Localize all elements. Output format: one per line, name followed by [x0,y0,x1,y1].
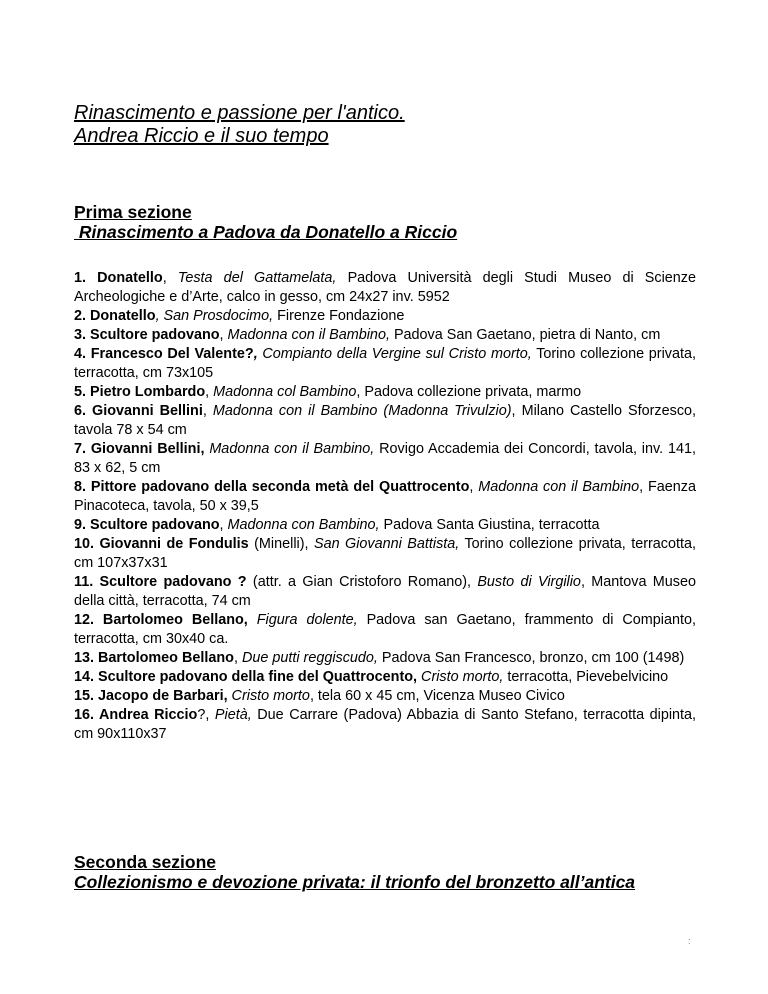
entry-details: , [219,517,228,533]
entry-details: terracotta, Pievebelvicino [503,669,669,685]
entry-details: Padova Santa Giustina, terracotta [379,517,600,533]
catalogue-entry [74,516,696,535]
entry-details: , Mantova Museo della città, terracotta, 74 cm [74,574,696,609]
entry-details: (attr. a Gian Cristoforo Romano), [246,574,478,590]
catalogue-entry [74,345,696,383]
entry-details: Rovigo Accademia dei Concordi, tavola, inv. 141, 83 x 62, 5 cm [74,441,696,476]
entry-work-title: Due putti reggiscudo, [241,650,378,666]
section-2-heading [74,852,696,892]
document-title [74,102,694,148]
entry-work-title: Compianto della Vergine sul Cristo morto, [257,346,532,362]
catalogue-entry [74,706,696,744]
catalogue-entry [74,440,696,478]
catalogue-list [74,269,696,744]
entry-details: , Faenza Pinacoteca, tavola, 50 x 39,5 [74,479,696,514]
entry-details: , [162,270,178,286]
catalogue-entry [74,535,696,573]
entry-work-title: , [253,346,258,362]
entry-work-title: Madonna con il Bambino [478,479,640,495]
entry-details: Padova San Gaetano, pietra di Nanto, cm [389,327,661,343]
entry-details: (Minelli), [248,536,314,552]
entry-artist: 11. Scultore padovano ? [74,574,247,590]
entry-details: Padova San Francesco, bronzo, cm 100 (1498) [377,650,685,666]
entry-details: , [202,403,213,419]
catalogue-entry [74,649,696,668]
page-marker: : [688,936,691,946]
entry-details: Padova san Gaetano, frammento di Compianto, terracotta, cm 30x40 ca. [74,612,696,647]
entry-artist: 8. Pittore padovano della seconda metà del Quattrocento [74,479,470,495]
entry-work-title: Testa del Gattamelata, [177,270,337,286]
catalogue-entry [74,402,696,440]
entry-details: , [233,650,242,666]
catalogue-entry [74,611,696,649]
entry-artist: 9. Scultore padovano [74,517,220,533]
entry-artist: 4. Francesco Del Valente? [74,346,254,362]
entry-details: , [219,327,228,343]
entry-work-title: Madonna con il Bambino, [204,441,375,457]
entry-work-title: , San Prosdocimo, [155,308,274,324]
entry-artist: 5. Pietro Lombardo [74,384,206,400]
catalogue-entry [74,478,696,516]
entry-work-title: Madonna con il Bambino, [227,327,390,343]
entry-details: Padova Università degli Studi Museo di Scienze Archeologiche e d’Arte, calco in gesso, cm 24x27 inv. 5952 [74,270,697,305]
entry-details: , [469,479,479,495]
section-1-heading [74,202,696,242]
entry-details: Firenze Fondazione [273,308,405,324]
entry-artist: 2. Donatello [74,308,156,324]
entry-artist: 10. Giovanni de Fondulis [74,536,249,552]
catalogue-entry [74,687,696,706]
entry-artist: 7. Giovanni Bellini, [74,441,205,457]
catalogue-entry [74,269,696,307]
catalogue-entry [74,383,696,402]
catalogue-entry [74,668,696,687]
title-line-2: Andrea Riccio e il suo tempo [74,125,329,147]
entry-artist: 13. Bartolomeo Bellano [74,650,234,666]
section-2-label: Seconda sezione [74,852,216,872]
entry-details: , tela 60 x 45 cm, Vicenza Museo Civico [309,688,565,704]
catalogue-entry [74,573,696,611]
section-1-label: Prima sezione [74,202,192,222]
entry-details: , [205,384,214,400]
entry-details: Due Carrare (Padova) Abbazia di Santo Stefano, terracotta dipinta, cm 90x110x37 [74,707,697,742]
entry-details: , Milano Castello Sforzesco, tavola 78 x 54 cm [74,403,697,438]
entry-work-title: Madonna con Bambino, [227,517,380,533]
title-line-1: Rinascimento e passione per l'antico. [74,102,405,124]
entry-artist: 6. Giovanni Bellini [74,403,203,419]
entry-work-title: Cristo morto [227,688,310,704]
entry-artist: 14. Scultore padovano della fine del Quattrocento, [74,669,418,685]
entry-work-title: Madonna col Bambino [213,384,357,400]
entry-details: Torino collezione privata, terracotta, cm 107x37x31 [74,536,697,571]
entry-work-title: Busto di Virgilio [477,574,581,590]
entry-work-title: Madonna con il Bambino (Madonna Trivulzio) [212,403,512,419]
entry-artist: 16. Andrea Riccio [74,707,198,723]
entry-details: ?, [197,707,215,723]
entry-work-title: Cristo morto, [417,669,504,685]
entry-details: Torino collezione privata, terracotta, cm 73x105 [74,346,696,381]
section-2-subtitle: Collezionismo e devozione privata: il trionfo del bronzetto all’antica [74,872,636,892]
entry-artist: 12. Bartolomeo Bellano, [74,612,248,628]
section-1-subtitle: Rinascimento a Padova da Donatello a Riccio [74,222,458,242]
entry-work-title: Figura dolente, [247,612,358,628]
entry-artist: 3. Scultore padovano [74,327,220,343]
catalogue-entry [74,307,696,326]
entry-work-title: San Giovanni Battista, [313,536,460,552]
entry-artist: 15. Jacopo de Barbari, [74,688,228,704]
entry-artist: 1. Donatello [74,270,163,286]
entry-work-title: Pietà, [214,707,252,723]
catalogue-entry [74,326,696,345]
entry-details: , Padova collezione privata, marmo [356,384,582,400]
